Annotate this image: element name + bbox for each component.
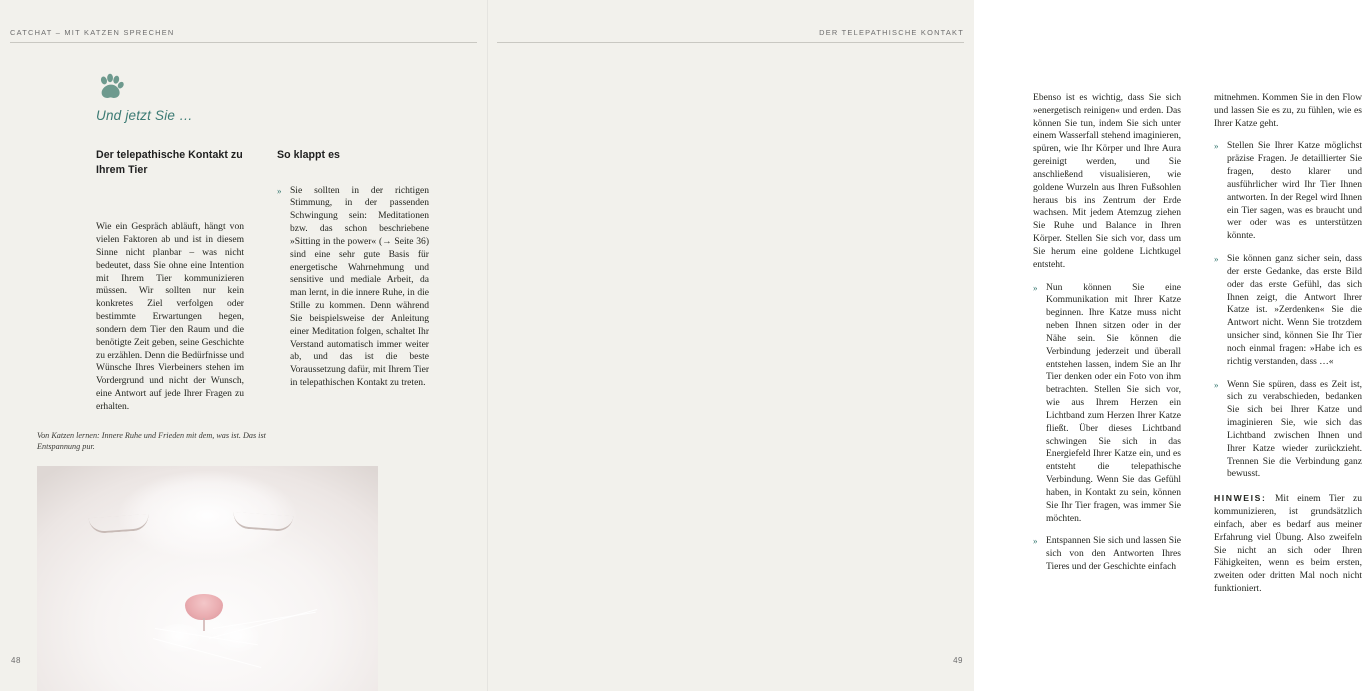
right-column-2: [1214, 92, 1362, 605]
hinweis-label: HINWEIS:: [1214, 493, 1267, 504]
list-item: » Entspannen Sie sich und lassen Sie sich von den Antworten Ihres Tieres und der Geschichte einfach: [1033, 535, 1181, 573]
right-column-1-bullets: [1033, 282, 1181, 574]
right-page: [487, 0, 1362, 691]
cat-photo: [37, 466, 378, 691]
left-column-1-body: Wie ein Gespräch abläuft, hängt von vielen Faktoren ab und ist in diesem Sinne nicht planbar – was nicht bedeutet, dass Sie ohne eine Intention mit Ihrem Tier kommunizieren müssen. Wir sollten nur kein konkretes Ziel verfolgen oder bestimmte Erwartungen hegen, sondern dem Tier den Raum und die benötigte Zeit geben, seine Geschichte zu erzählen. Denn die Bedürfnisse und Wünsche Ihres Vierbeiners stehen im Vordergrund und nicht der Wunsch, eine Antwort auf jede Ihrer Fragen zu erhalten.: [96, 221, 244, 412]
left-column-2: [277, 148, 429, 390]
running-head-left: CATCHAT – MIT KATZEN SPRECHEN: [10, 28, 175, 37]
left-column-1: [96, 148, 244, 414]
list-item: » Sie sollten in der richtigen Stimmung, in der passenden Schwingung sein: Meditationen bzw. das schon beschriebene »Sitting in the power« (→ Seite 36) sind eine sehr gute Basis für energetische Wahrnehmung und sensitive und mediale Arbeit, da man lernt, in die innere Ruhe, in die Stille zu kommen. Denn während Sie beispielsweise der Anleitung einer Meditation folgen, schaltet Ihr Verstand automatisch immer weiter ab, und das ist die beste Voraussetzung dafür, mit Ihrem Tier in telepathischen Kontakt zu treten.: [277, 185, 429, 390]
list-item: » Wenn Sie spüren, dass es Zeit ist, sich zu verabschieden, bedanken Sie sich bei Ihrer Katze und imaginieren Sie, wie sich das Lichtband zwischen Ihnen und Ihrer Katze wieder zurückzieht. Trennen Sie die Verbindung ganz bewusst.: [1214, 379, 1362, 482]
cat-mouth-line: [203, 618, 205, 631]
hinweis-text: Mit einem Tier zu kommunizieren, ist grundsätzlich einfach, aber es bedarf aus meiner Erfahrung viel Übung. Also zweifeln Sie nicht an sich oder Ihren Fähigkeiten, wenn es beim ersten, zweiten oder dritten Mal noch nicht funktioniert.: [1214, 493, 1362, 594]
header-rule-left: [10, 42, 477, 43]
folio-left: 48: [11, 656, 21, 665]
folio-right: 49: [953, 656, 963, 665]
left-column-1-heading: Der telepathische Kontakt zu Ihrem Tier: [96, 149, 243, 176]
hinweis-note: [1214, 493, 1362, 596]
running-head-right: DER TELEPATHISCHE KONTAKT: [819, 28, 964, 37]
paw-icon: [96, 72, 126, 102]
spread-gutter: [487, 0, 488, 691]
header-rule-right: [497, 42, 964, 43]
cat-nose: [185, 594, 223, 620]
list-item: » Sie können ganz sicher sein, dass der erste Gedanke, das erste Bild oder das erste Gefühl, das sich Ihnen zeigt, die Antwort Ihrer Katze ist. »Zerdenken« Sie die Antwort nicht. Wenn Sie trotzdem unsicher sind, können Sie Ihr Tier noch einmal fragen: »Habe ich es richtig verstanden, dass …«: [1214, 253, 1362, 368]
right-column-2-paragraph: mitnehmen. Kommen Sie in den Flow und lassen Sie es zu, zu fühlen, wie es Ihrer Katze geht.: [1214, 92, 1362, 129]
left-page: [0, 0, 487, 691]
cat-image: [37, 466, 378, 691]
right-column-1-paragraph: Ebenso ist es wichtig, dass Sie sich »energetisch reinigen« und erden. Das können Sie tun, indem Sie sich unter einem Wasserfall stehend imaginieren, spüren, wie Ihr Körper und Ihre Aura gereinigt werden, und Sie anschließend visualisieren, wie goldene Wurzeln aus Ihren Fußsohlen heraus bis ins Zentrum der Erde wachsen. Mit jedem Atemzug ziehen Sie Ruhe und Balance in Ihren Körper. Stellen Sie sich vor, dass um Sie herum eine goldene Lichtkugel entsteht.: [1033, 92, 1181, 270]
left-column-2-heading: So klappt es: [277, 149, 341, 161]
right-column-2-bullets: [1214, 140, 1362, 481]
photo-caption: Von Katzen lernen: Innere Ruhe und Frieden mit dem, was ist. Das ist Entspannung pur.: [37, 431, 266, 452]
left-column-2-bullets: [277, 185, 429, 390]
list-item: » Nun können Sie eine Kommunikation mit Ihrer Katze beginnen. Ihre Katze muss nicht neben Ihnen sitzen oder in der Nähe sein. Sie können die Verbindung jederzeit und überall entstehen lassen, indem Sie an Ihr Tier denken oder ein Foto von ihm betrachten. Stellen Sie sich vor, wie aus Ihrem Herzen ein Lichtband zum Herzen Ihrer Katze fließt. Über dieses Lichtband schwingen Sie sich in das Energiefeld Ihrer Katze ein, und es entsteht die telepathische Verbindung. Wenn Sie das Gefühl haben, in Kontakt zu sein, können Sie Ihr Tier fragen, was immer Sie möchten.: [1033, 282, 1181, 526]
right-column-1: [1033, 92, 1181, 574]
section-title: Und jetzt Sie …: [96, 108, 193, 123]
list-item: » Stellen Sie Ihrer Katze möglichst präzise Fragen. Je detaillierter Sie fragen, desto klarer und ausführlicher wird Ihr Tier Ihnen antworten. In der Regel wird Ihnen ein Tier sagen, was es braucht und wer oder was es unterstützen könnte.: [1214, 140, 1362, 243]
